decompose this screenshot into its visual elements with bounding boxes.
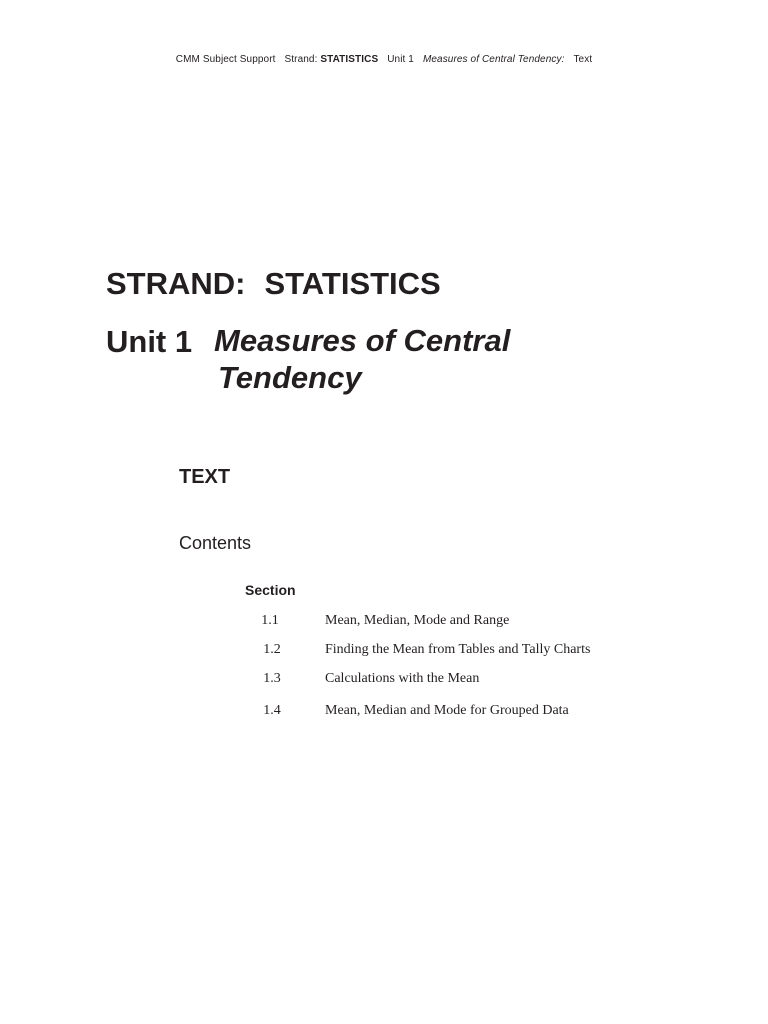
toc-number: 1.1 [261,613,279,628]
header-strand-label: Strand: [284,54,318,65]
header-unit: Unit 1 [387,54,414,65]
toc-number: 1.4 [263,703,281,718]
header-unit-title: Measures of Central Tendency: [422,54,565,65]
toc-number: 1.2 [263,642,281,657]
unit-label: Unit 1 [106,324,193,359]
text-heading: TEXT [179,466,231,488]
header-org: CMM Subject Support [175,54,276,65]
running-header [0,54,768,65]
unit-title [214,322,574,396]
toc-row[interactable] [0,639,768,661]
toc-row[interactable] [0,668,768,690]
toc-title: Finding the Mean from Tables and Tally Charts [325,642,591,657]
toc-title: Mean, Median, Mode and Range [325,613,510,628]
unit-title-line-2: Tendency [218,360,362,395]
toc-number: 1.3 [263,671,281,686]
strand-value: STATISTICS [264,266,441,301]
toc-row[interactable] [0,700,768,722]
header-part: Text [573,54,593,65]
toc-title: Calculations with the Mean [325,671,480,686]
unit-title-line-1: Measures of Central [214,323,511,358]
strand-title [106,264,441,304]
strand-label: STRAND: [106,266,246,301]
toc-title: Mean, Median and Mode for Grouped Data [325,703,569,718]
section-heading: Section [245,582,296,598]
contents-heading: Contents [179,533,252,553]
toc-row[interactable] [0,610,768,632]
header-strand-value: STATISTICS [320,54,379,65]
